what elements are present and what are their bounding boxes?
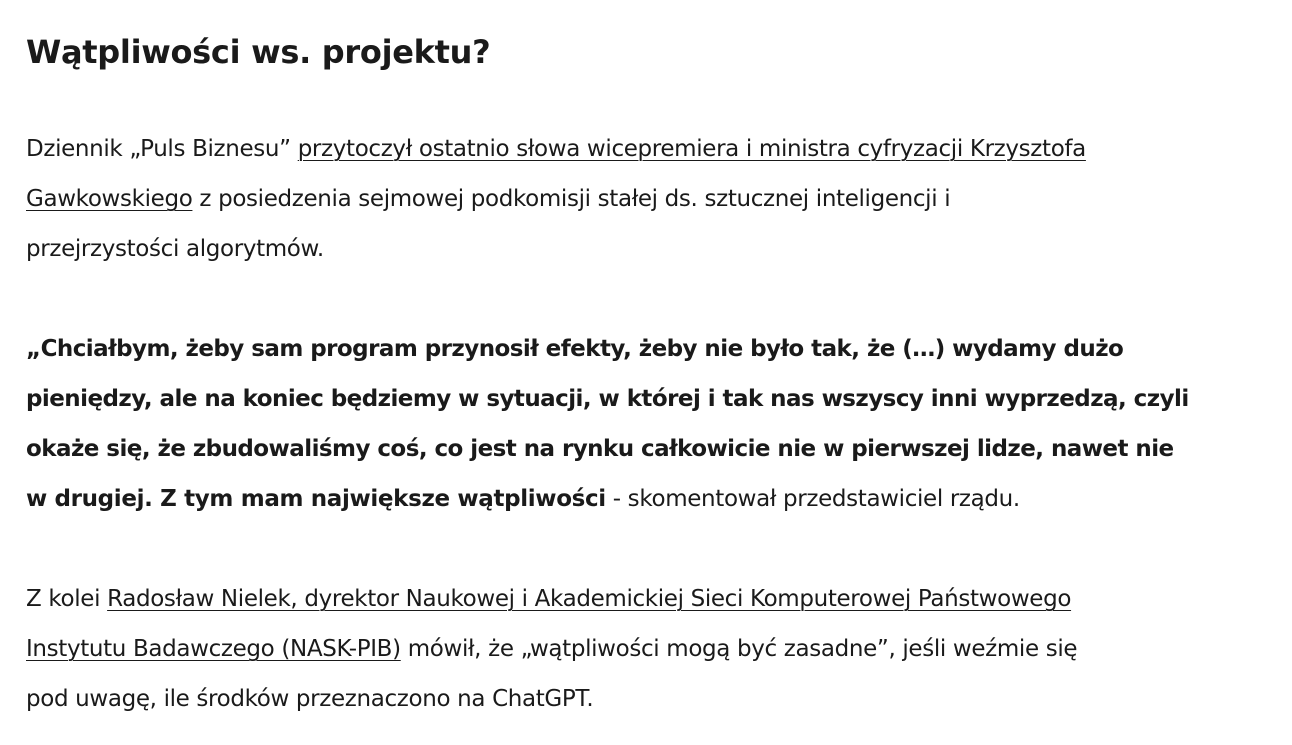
quote-line-4 bbox=[26, 482, 1020, 516]
paragraph-1-intro: Dziennik „Puls Biznesu” bbox=[26, 136, 298, 162]
paragraph-3-line-3: pod uwagę, ile środków przeznaczono na ChatGPT. bbox=[26, 686, 594, 712]
paragraph-3-intro: Z kolei bbox=[26, 586, 108, 612]
gawkowski-quote-link-cont[interactable]: Gawkowskiego bbox=[26, 186, 193, 212]
paragraph-3-line-1 bbox=[26, 582, 1071, 616]
quote-line-1: „Chciałbym, żeby sam program przynosił efekty, żeby nie było tak, że (…) wydamy dużo bbox=[26, 336, 1124, 362]
paragraph-1-text: z posiedzenia sejmowej podkomisji stałej ds. sztucznej inteligencji i bbox=[192, 186, 951, 212]
paragraph-1-line-1 bbox=[26, 132, 1086, 166]
paragraph-1-line-3: przejrzystości algorytmów. bbox=[26, 236, 324, 262]
quote-line-3: okaże się, że zbudowaliśmy coś, co jest na rynku całkowicie nie w pierwszej lidze, nawet nie bbox=[26, 436, 1174, 462]
paragraph-3-line-2 bbox=[26, 632, 1077, 666]
section-heading: Wątpliwości ws. projektu? bbox=[26, 33, 491, 71]
quote-attribution: - skomentował przedstawiciel rządu. bbox=[605, 486, 1020, 512]
paragraph-1-line-2 bbox=[26, 182, 950, 216]
gawkowski-quote-link[interactable]: przytoczył ostatnio słowa wicepremiera i ministra cyfryzacji Krzysztofa bbox=[297, 136, 1086, 162]
nielek-link[interactable]: Radosław Nielek, dyrektor Naukowej i Akademickiej Sieci Komputerowej Państwowego bbox=[107, 586, 1072, 612]
nielek-link-cont[interactable]: Instytutu Badawczego (NASK-PIB) bbox=[26, 636, 401, 662]
quote-bold-end: w drugiej. Z tym mam największe wątpliwości bbox=[26, 486, 606, 512]
paragraph-3-text: mówił, że „wątpliwości mogą być zasadne”, jeśli weźmie się bbox=[400, 636, 1078, 662]
quote-line-2: pieniędzy, ale na koniec będziemy w sytuacji, w której i tak nas wszyscy inni wyprzedzą, czyli bbox=[26, 386, 1189, 412]
